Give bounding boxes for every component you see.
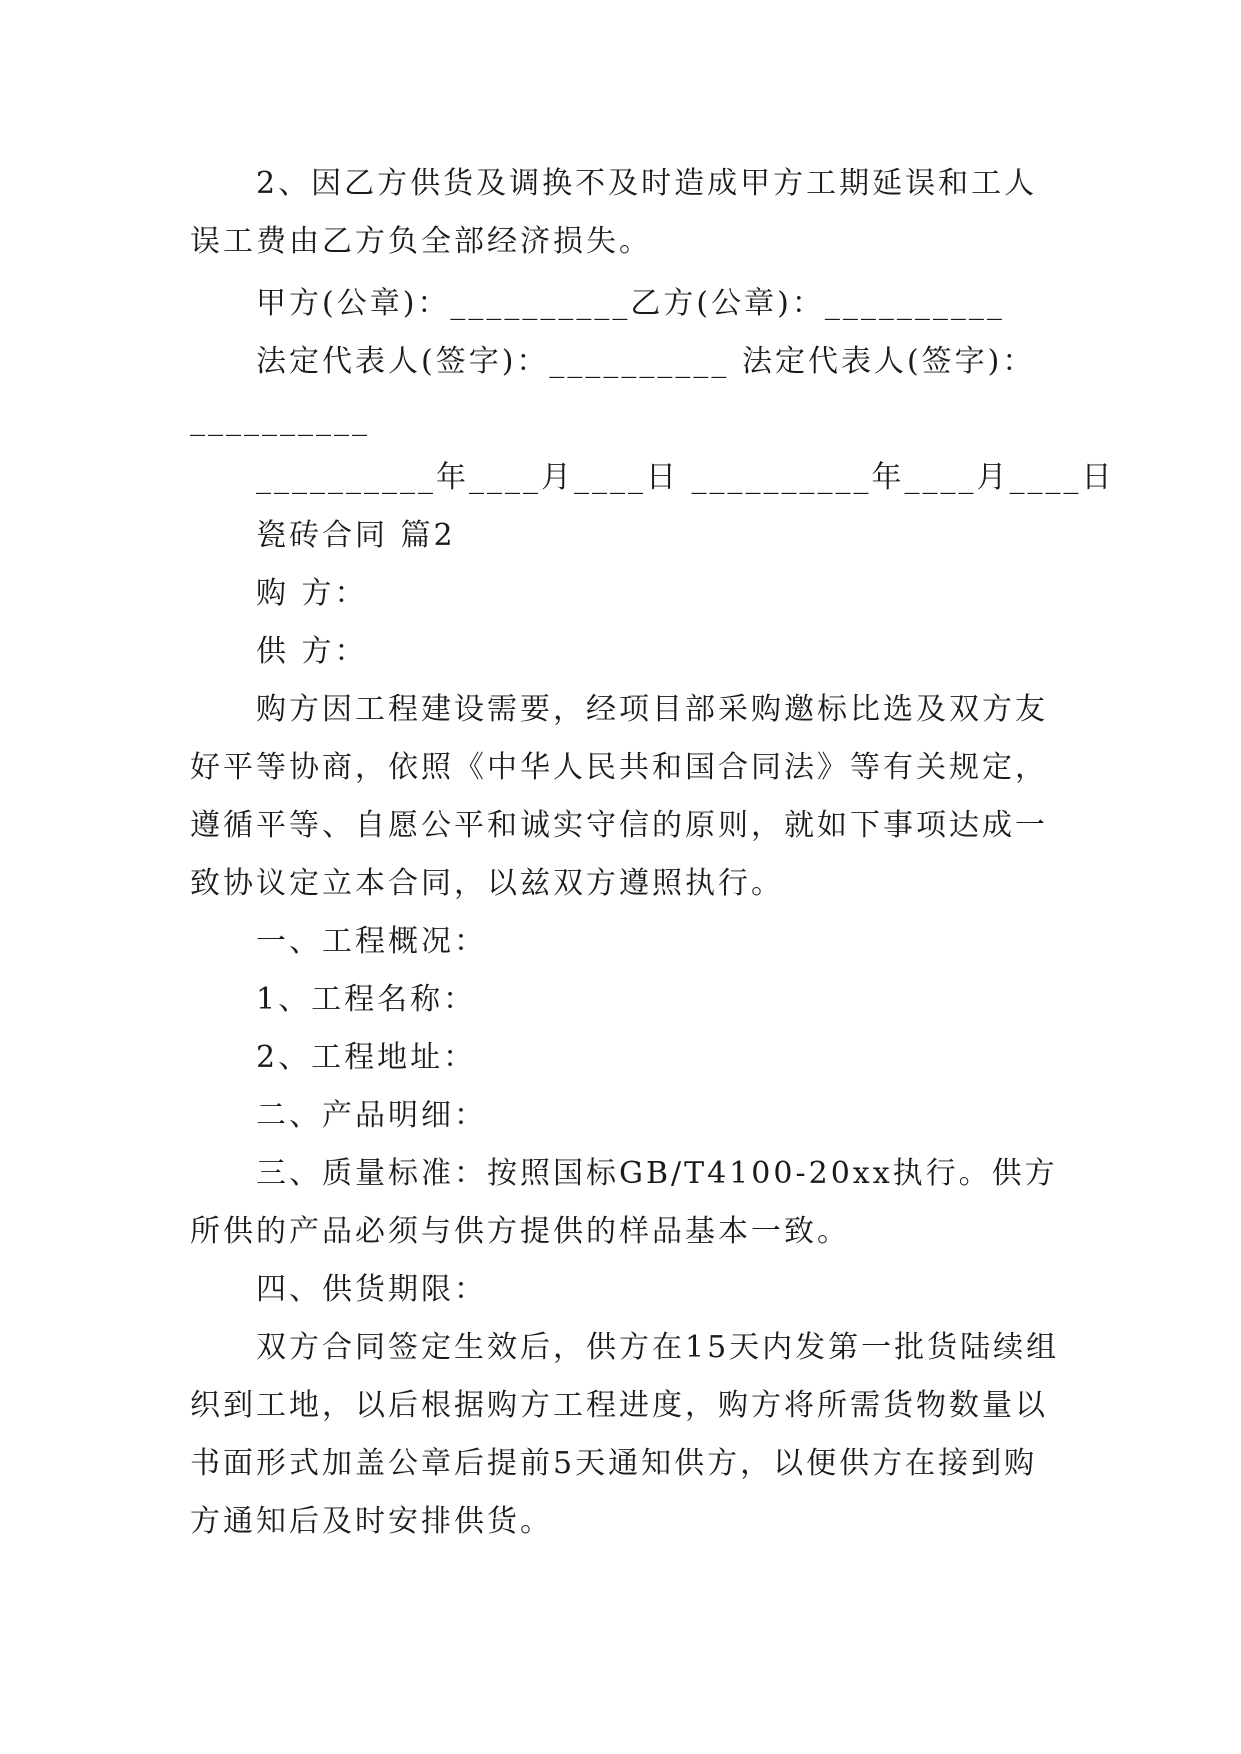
- buyer-label: 购 方：: [256, 576, 368, 611]
- intro-paragraph: 购方因工程建设需要，经项目部采购邀标比选及双方友好平等协商，依照《中华人民共和国合同法》等有关规定，遵循平等、自愿公平和诚实守信的原则，就如下事项达成一致协议定立本合同，以兹双方遵照执行。: [190, 692, 1048, 901]
- delay-clause-paragraph: 2、因乙方供货及调换不及时造成甲方工期延误和工人误工费由乙方负全部经济损失。: [190, 166, 1038, 259]
- party-seal-line: 甲方(公章)：__________乙方(公章)：__________: [256, 286, 1005, 321]
- legal-rep-signature-blank: __________: [190, 402, 370, 437]
- signature-date-line: __________年____月____日 __________年____月____日: [256, 460, 1115, 495]
- section-product-details-heading: 二、产品明细：: [256, 1098, 487, 1133]
- project-name-item: 1、工程名称：: [256, 982, 477, 1017]
- section-delivery-period-heading: 四、供货期限：: [256, 1272, 487, 1307]
- delivery-paragraph: 双方合同签定生效后，供方在15天内发第一批货陆续组织到工地，以后根据购方工程进度，购方将所需货物数量以书面形式加盖公章后提前5天通知供方，以便供方在接到购方通知后及时安排供货。: [190, 1330, 1060, 1539]
- contract-part2-title: 瓷砖合同 篇2: [256, 518, 456, 553]
- quality-standard-paragraph: 三、质量标准：按照国标GB/T4100-20xx执行。供方所供的产品必须与供方提供的样品基本一致。: [190, 1156, 1058, 1249]
- section-project-overview-heading: 一、工程概况：: [256, 924, 487, 959]
- project-address-item: 2、工程地址：: [256, 1040, 477, 1075]
- legal-rep-signature-line: 法定代表人(签字)：__________ 法定代表人(签字)：: [256, 344, 1036, 379]
- document-page: [190, 155, 1115, 1551]
- supplier-label: 供 方：: [256, 634, 368, 669]
